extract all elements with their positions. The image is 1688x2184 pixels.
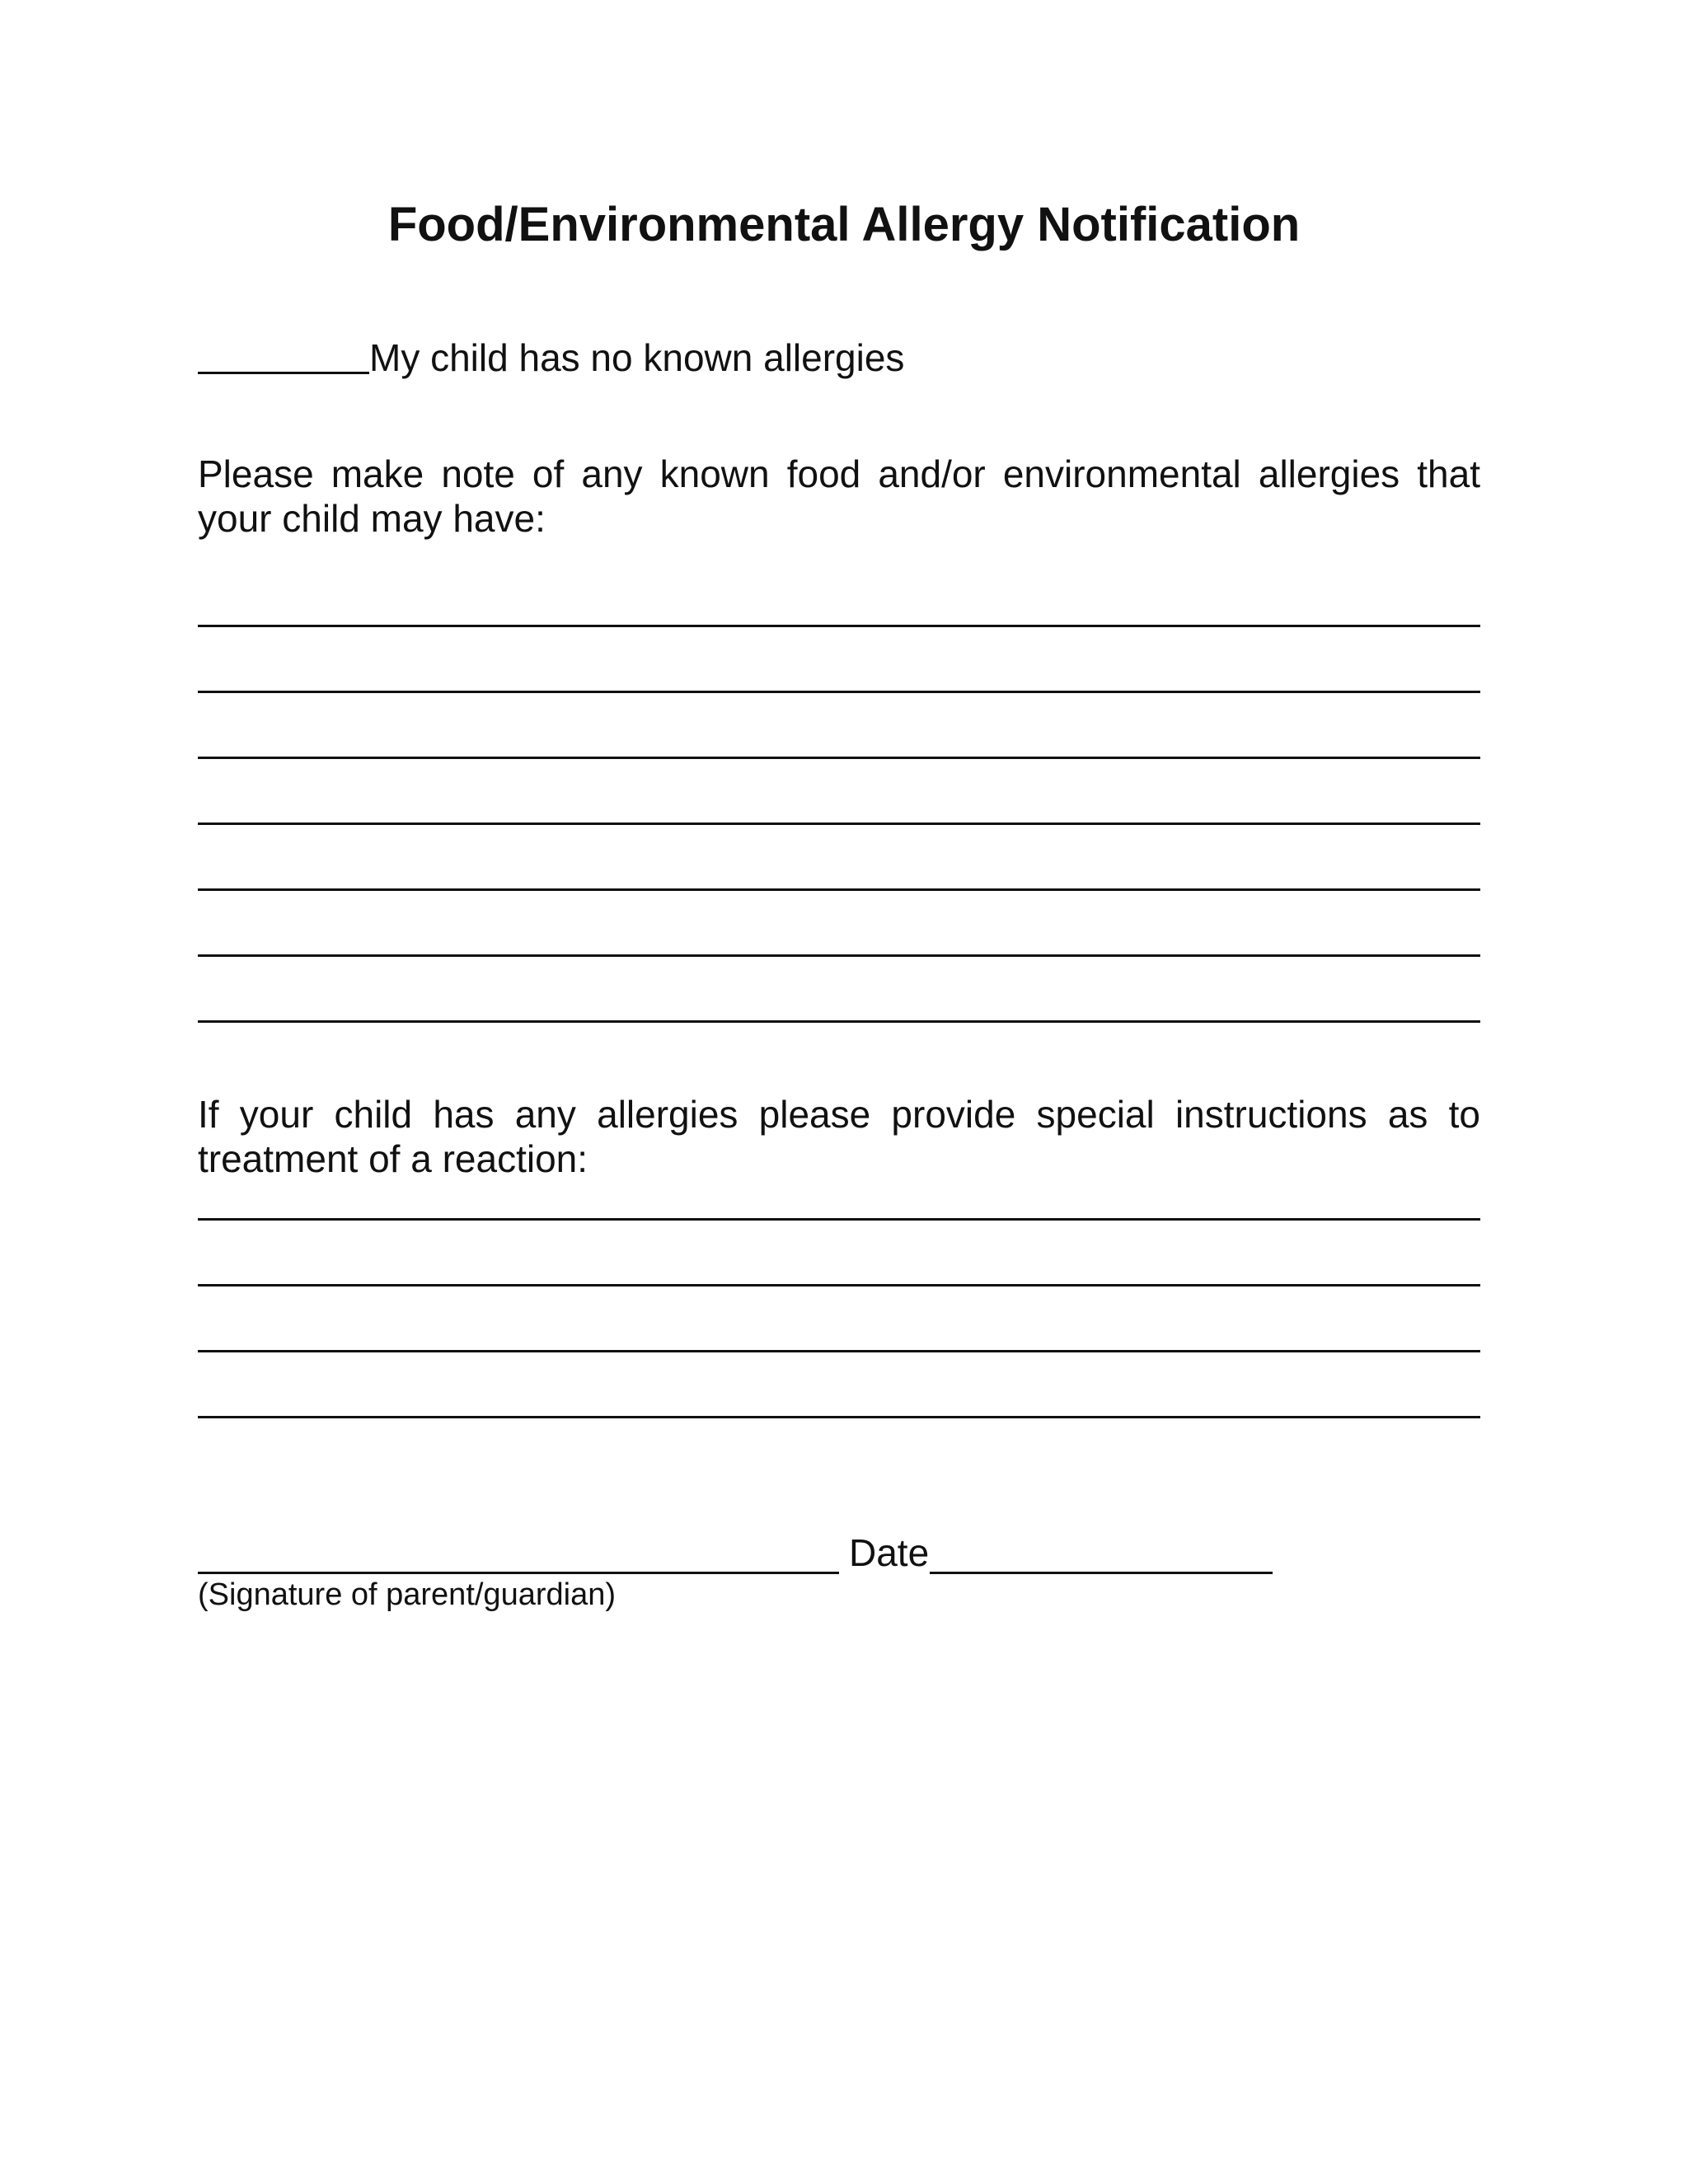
- treatment-fill-line[interactable]: [198, 1416, 1480, 1418]
- allergy-fill-line[interactable]: [198, 691, 1480, 693]
- treatment-fill-line[interactable]: [198, 1350, 1480, 1352]
- allergy-prompt: Please make note of any known food and/or environmental allergies that your child may have:: [198, 452, 1480, 540]
- date-line[interactable]: [930, 1572, 1273, 1574]
- signature-line[interactable]: [198, 1572, 839, 1574]
- allergy-fill-line[interactable]: [198, 1020, 1480, 1023]
- date-label: Date: [849, 1531, 930, 1574]
- no-allergies-row: [198, 323, 904, 381]
- no-allergies-label: My child has no known allergies: [369, 336, 905, 379]
- allergy-fill-line[interactable]: [198, 757, 1480, 759]
- no-allergies-check-blank[interactable]: [198, 332, 369, 374]
- page-title: Food/Environmental Allergy Notification: [387, 198, 1301, 251]
- treatment-fill-line[interactable]: [198, 1218, 1480, 1221]
- treatment-prompt: If your child has any allergies please provide special instructions as to treatment of a reaction:: [198, 1093, 1480, 1180]
- allergy-fill-line[interactable]: [198, 954, 1480, 957]
- treatment-fill-line[interactable]: [198, 1284, 1480, 1286]
- allergy-fill-line[interactable]: [198, 625, 1480, 627]
- allergy-fill-line[interactable]: [198, 823, 1480, 825]
- signature-caption: (Signature of parent/guardian): [198, 1577, 616, 1612]
- allergy-fill-line[interactable]: [198, 888, 1480, 891]
